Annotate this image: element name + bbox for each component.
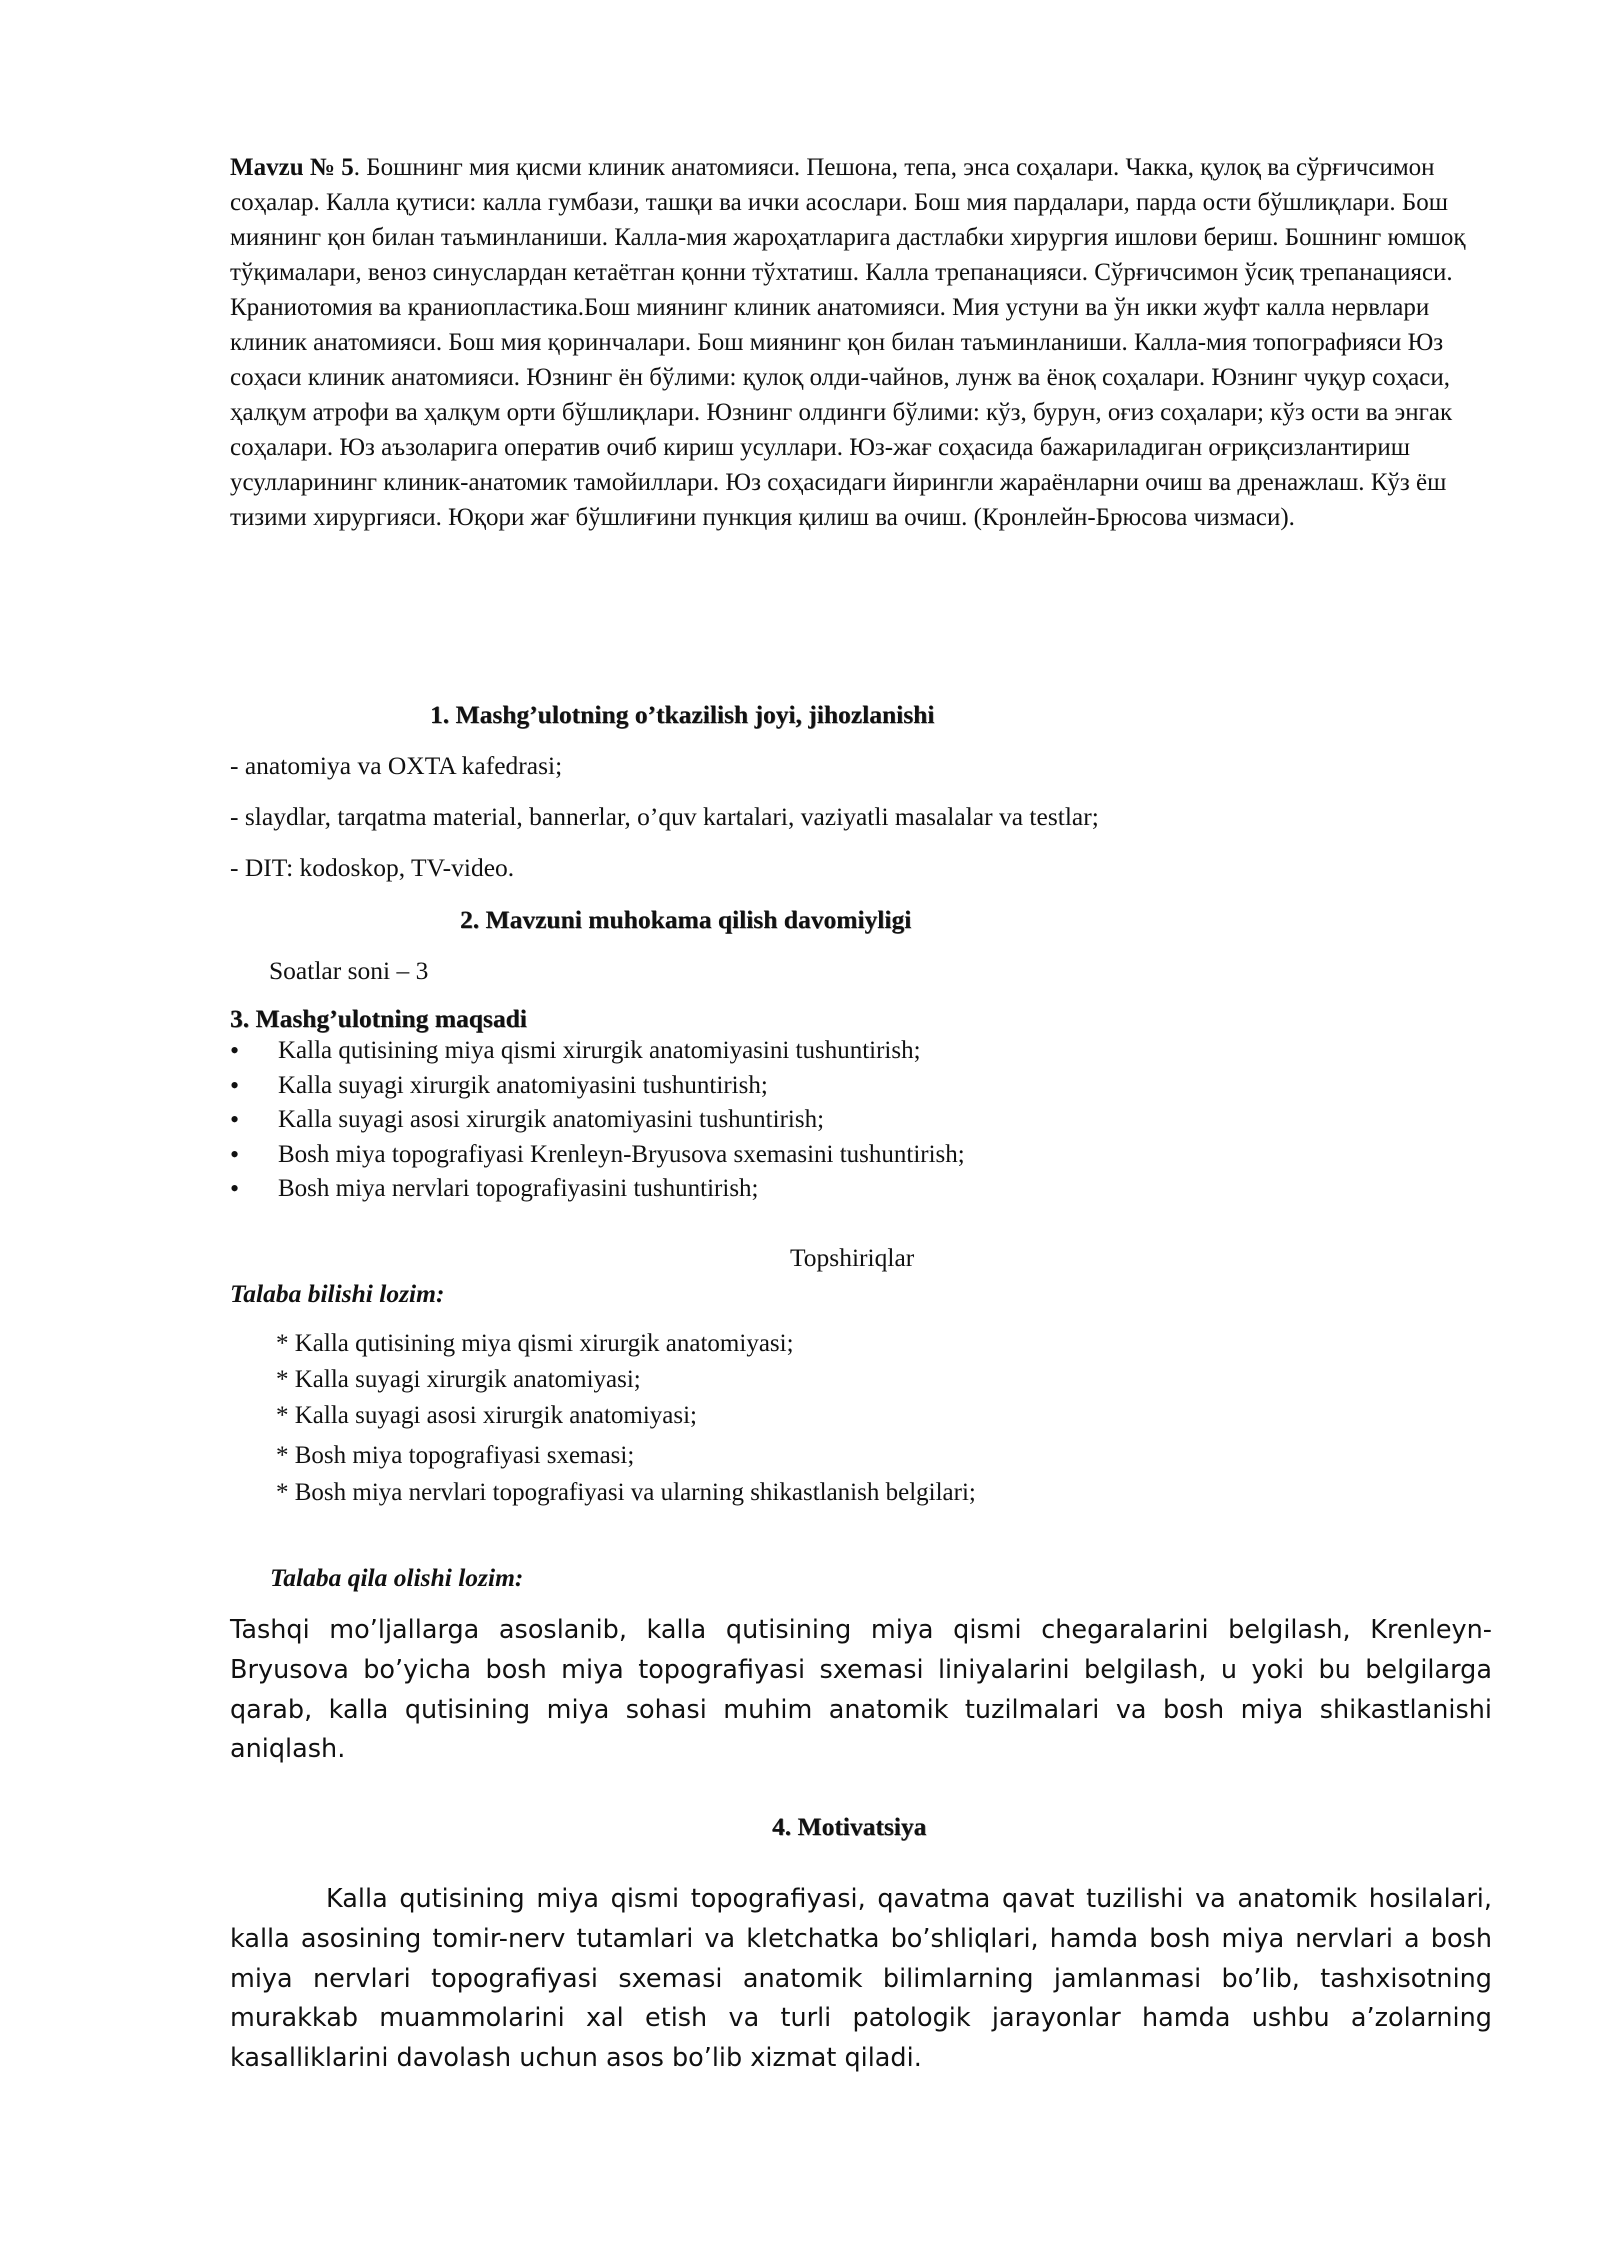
list-item [230, 1172, 965, 1207]
section-4-heading: 4. Motivatsiya [772, 1812, 927, 1841]
bullet-icon: • [230, 1105, 240, 1135]
goal-text: Kalla suyagi asosi xirurgik anatomiyasini tushuntirish; [278, 1106, 825, 1134]
know-title: Talaba bilishi lozim: [230, 1279, 445, 1308]
know-item: * Kalla qutisining miya qismi xirurgik anatomiyasi; [276, 1330, 794, 1357]
list-item [230, 1138, 965, 1173]
topic-intro-paragraph [230, 150, 1492, 535]
topic-label: Mavzu № 5 [230, 154, 354, 181]
able-title: Talaba qila olishi lozim: [270, 1563, 524, 1592]
list-item [230, 1034, 965, 1069]
goal-text: Kalla qutisining miya qismi xirurgik anatomiyasini tushuntirish; [278, 1037, 921, 1064]
list-item [230, 1103, 965, 1138]
section-1-item: - DIT: kodoskop, TV-video. [230, 853, 515, 882]
bullet-icon: • [230, 1070, 240, 1100]
section-1-item: - anatomiya va OXTA kafedrasi; [230, 751, 563, 780]
goal-text: Bosh miya nervlari topografiyasini tushuntirish; [278, 1175, 759, 1203]
section-1-item: - slaydlar, tarqatma material, bannerlar, o’quv kartalari, vaziyatli masalalar va testlar; [230, 802, 1099, 831]
bullet-icon: • [230, 1139, 240, 1169]
topic-text: . Бошнинг мия қисми клиник анатомияси. Пешона, тепа, энса соҳалари. Чакка, қулоқ ва сўрғичсимон соҳалар. Калла қутиси: калла гумбази, ташқи ва ички асослари. Бош мия пардалари, парда ости бўшлиқлари. Бош миянинг қон билан таъминланиши. Калла-мия жароҳатларига дастлабки хирургия ишлови бериш. Бошнинг юмшоқ тўқималари, веноз синуслардан кетаётган қонни тўхтатиш. Калла трепанацияси. Сўрғичсимон ўсиқ трепанацияси. Краниотомия ва краниопластика.Бош миянинг клиник анатомияси. Мия устуни ва ўн икки жуфт калла нервлари клиник анатомияси. Бош мия қоринчалари. Бош миянинг қон билан таъминланиши. Калла-мия топографияси Юз соҳаси клиник анатомияси. Юзнинг ён бўлими: қулоқ олди-чайнов, лунж ва ёноқ соҳалари. Юзнинг чуқур соҳаси, ҳалқум атрофи ва ҳалқум орти бўшлиқлари. Юзнинг олдинги бўлими: кўз, бурун, оғиз соҳалари; кўз ости ва энгак соҳалари. Юз аъзоларига оператив очиб кириш усуллари. Юз-жағ соҳасида бажариладиган оғриқсизлантириш усулларининг клиник-анатомик тамойиллари. Юз соҳасидаги йирингли жараёнларни очиш ва дренажлаш. Кўз ёш тизими хирургияси. Юқори жағ бўшлиғини пункция қилиш ва очиш. (Кронлейн-Брюсова чизмаси). [230, 154, 1466, 531]
list-item [230, 1069, 965, 1104]
goal-text: Bosh miya topografiyasi Krenleyn-Bryusova sxemasini tushuntirish; [278, 1140, 965, 1168]
know-item: * Kalla suyagi asosi xirurgik anatomiyasi; [276, 1402, 697, 1429]
goals-list [230, 1034, 965, 1207]
know-item: * Kalla suyagi xirurgik anatomiyasi; [276, 1366, 641, 1393]
bullet-icon: • [230, 1036, 240, 1065]
bullet-icon: • [230, 1174, 240, 1204]
motivation-paragraph: Kalla qutisining miya qismi topografiyasi, qavatma qavat tuzilishi va anatomik hosilalari, kalla asosining tomir-nerv tutamlari va kletchatka bo’shliqlari, hamda bosh miya nervlari a bosh miya nervlari topografiyasi sxemasi anatomik bilimlarning jamlanmasi bo’lib, tashxisotning murakkab muammolarini xal etish va turli patologik jarayonlar hamda ushbu a’zolarning kasalliklarini davolash uchun asos bo’lib xizmat qiladi. [230, 1884, 1492, 2074]
goal-text: Kalla suyagi xirurgik anatomiyasini tushuntirish; [278, 1071, 768, 1099]
tasks-title: Topshiriqlar [790, 1243, 915, 1272]
section-3-heading: 3. Mashg’ulotning maqsadi [230, 1004, 527, 1033]
section-1-heading: 1. Mashg’ulotning o’tkazilish joyi, jihozlanishi [430, 700, 935, 729]
know-item: * Bosh miya nervlari topografiyasi va ularning shikastlanish belgilari; [276, 1479, 976, 1506]
able-paragraph: Tashqi mo’ljallarga asoslanib, kalla qutisining miya qismi chegaralarini belgilash, Krenleyn-Bryusova bo’yicha bosh miya topografiyasi sxemasi liniyalarini belgilash, u yoki bu belgilarga qarab, kalla qutisining miya sohasi muhim anatomik tuzilmalari va bosh miya shikastlanishi aniqlash. [230, 1615, 1492, 1765]
hours-count: Soatlar soni – 3 [269, 956, 429, 985]
section-2-heading: 2. Mavzuni muhokama qilish davomiyligi [460, 905, 912, 934]
know-item: * Bosh miya topografiyasi sxemasi; [276, 1442, 635, 1469]
